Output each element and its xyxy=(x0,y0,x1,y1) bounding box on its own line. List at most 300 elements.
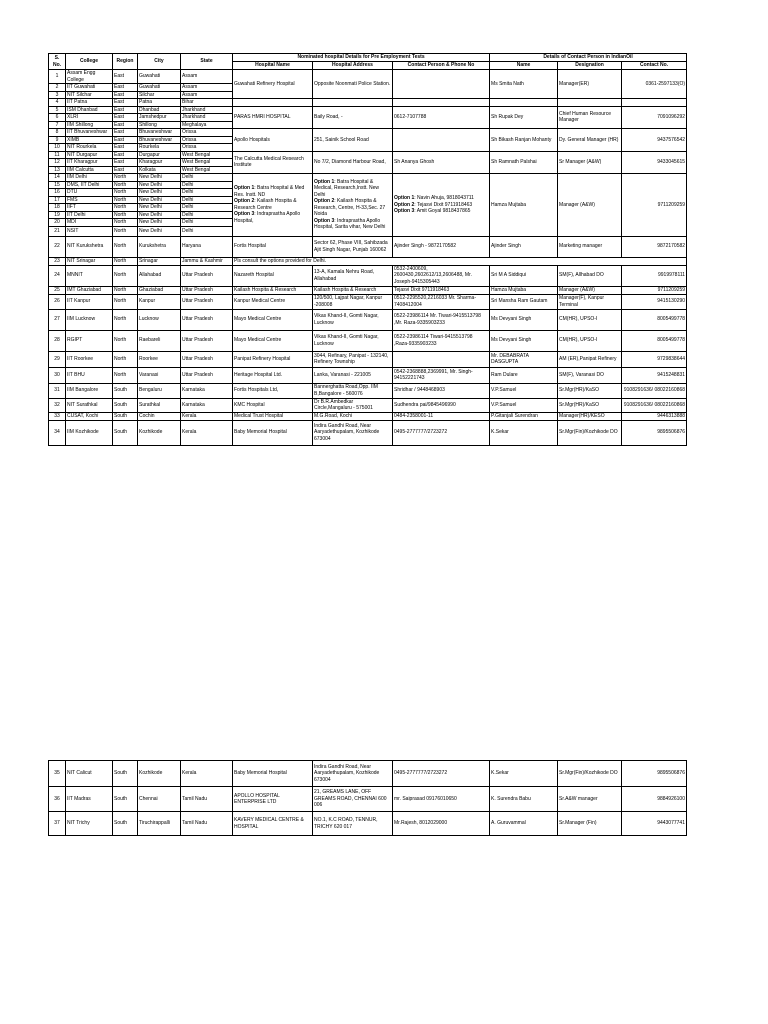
option-text: : Kailash Hospita & Research, Centre, H-33,Sec. 27 Noida xyxy=(314,198,386,218)
cell-hospital-address: Baily Road, - xyxy=(313,106,393,129)
cell-state: West Bengal xyxy=(181,151,233,159)
cell-sno: 36 xyxy=(49,787,66,812)
cell-state: Uttar Pradesh xyxy=(181,309,233,330)
cell-college: NIT Srinagar xyxy=(66,257,113,265)
cell-name: K.Sekar xyxy=(490,420,558,445)
cell-name: Ms Devyani Singh xyxy=(490,309,558,330)
cell-sno: 18 xyxy=(49,204,66,212)
cell-sno: 1 xyxy=(49,70,66,84)
cell-sno: 20 xyxy=(49,219,66,227)
col-hospital-address: Hospital Address xyxy=(313,62,393,70)
cell-contact-phone: 0542-2368888,2369991, Mr. Singh-94152221743 xyxy=(393,367,490,383)
cell-contact-no: 8005499778 xyxy=(622,330,687,351)
cell-city: Kolkata xyxy=(138,166,181,174)
col-group-nominated: Nominated hospital Details for Pre Employment Tests xyxy=(233,54,490,62)
cell-city: New Delhi xyxy=(138,174,181,182)
cell-hospital-address: NO.1, K.C ROAD, TENNUR, TRICHY 620 017 xyxy=(313,812,393,836)
option-text: : Batra Hospital & Med Res. Instt. ND xyxy=(234,185,305,198)
cell-region: North xyxy=(113,286,138,294)
option-label: Option 2 xyxy=(394,201,415,208)
cell-hospital-address: Indira Gandhi Road, Near Aaryadethupalam, Kozhikode 673004 xyxy=(313,420,393,445)
cell-region: South xyxy=(113,787,138,812)
cell-region: East xyxy=(113,136,138,144)
col-city: City xyxy=(138,54,181,70)
cell-region: North xyxy=(113,211,138,219)
cell-state: Delhi xyxy=(181,189,233,197)
cell-name: Ajinder Singh xyxy=(490,236,558,257)
cell-contact-phone xyxy=(393,70,490,99)
cell-contact-phone: 0495-2777777/2723272 xyxy=(393,761,490,787)
cell-state: Kerala xyxy=(181,420,233,445)
cell-name: Ram Dulare xyxy=(490,367,558,383)
cell-contact-no: 9415248831 xyxy=(622,367,687,383)
cell-city: Durgapur xyxy=(138,151,181,159)
cell-sno: 29 xyxy=(49,351,66,367)
cell-contact-no: 0361-2597133(O) xyxy=(622,70,687,99)
cell-sno: 33 xyxy=(49,412,66,420)
cell-hospital-name: Apollo Hospitals xyxy=(233,129,313,152)
option-label: Option 1 xyxy=(394,195,415,201)
table-row xyxy=(49,151,687,159)
cell-contact-no: 9108291636/ 08022160868 xyxy=(622,383,687,398)
option-text: : Kailash Hospita & Research Centre xyxy=(234,198,297,211)
cell-hospital-address xyxy=(313,99,393,107)
cell-hospital-name: Baby Memorial Hospital xyxy=(233,761,313,787)
cell-state: Delhi xyxy=(181,181,233,189)
cell-region: North xyxy=(113,309,138,330)
cell-college: NIT Silchar xyxy=(66,91,113,99)
cell-state: West Bengal xyxy=(181,159,233,167)
cell-state: Delhi xyxy=(181,219,233,227)
cell-sno: 6 xyxy=(49,114,66,122)
cell-college: IIT Kanpur xyxy=(66,294,113,309)
cell-college: IMT Ghaziabad xyxy=(66,286,113,294)
option-label: Option 3 xyxy=(234,211,255,218)
cell-sno: 17 xyxy=(49,196,66,204)
cell-region: East xyxy=(113,159,138,167)
cell-sno: 28 xyxy=(49,330,66,351)
cell-sno: 35 xyxy=(49,761,66,787)
col-state: State xyxy=(181,54,233,70)
cell-contact-phone xyxy=(393,129,490,152)
cell-name: Hamza Mujtaba xyxy=(490,286,558,294)
cell-hospital-address: Bannerghatta Road,Opp. IIM B,Bangalore - 560076 xyxy=(313,383,393,398)
cell-contact-no: 9443077741 xyxy=(622,812,687,836)
cell-hospital-address xyxy=(313,174,393,237)
cell-city: Jamshedpur xyxy=(138,114,181,122)
cell-city: Dhanbad xyxy=(138,106,181,114)
cell-region: North xyxy=(113,294,138,309)
cell-hospital-name xyxy=(233,174,313,237)
cell-college: FMS xyxy=(66,196,113,204)
cell-region: North xyxy=(113,257,138,265)
option-text: : Batra Hospital & Medical, Research,Instt. New Delhi xyxy=(314,178,380,198)
cell-college: IIM Shillong xyxy=(66,121,113,129)
cell-region: North xyxy=(113,196,138,204)
cell-city: Kozhikode xyxy=(138,420,181,445)
cell-state: Orissa xyxy=(181,129,233,137)
cell-state: Assam xyxy=(181,84,233,92)
col-region: Region xyxy=(113,54,138,70)
cell-city: New Delhi xyxy=(138,204,181,212)
cell-hospital-name: APOLLO HOSPITAL ENTERPRISE LTD xyxy=(233,787,313,812)
cell-name: Sri M A Siddiqui xyxy=(490,265,558,286)
cell-name: Sh Ramnath Palshai xyxy=(490,151,558,174)
table-body xyxy=(49,70,687,446)
cell-hospital-name: Guwahati Refinery Hospital xyxy=(233,70,313,99)
cell-college: NSIT xyxy=(66,226,113,236)
col-name: Name xyxy=(490,62,558,70)
cell-city: Kurukshetra xyxy=(138,236,181,257)
cell-region: East xyxy=(113,114,138,122)
cell-contact-no: 9437576542 xyxy=(622,129,687,152)
cell-hospital-name: Mayo Medical Centre xyxy=(233,309,313,330)
cell-region: East xyxy=(113,144,138,152)
cell-hospital-address: Vikas Khand-II, Gomti Nagar, Lucknow xyxy=(313,309,393,330)
cell-hospital-address: Sector 62, Phase VIII, Sahibzada Ajit Singh Nagar, Punjab 160062 xyxy=(313,236,393,257)
table-row xyxy=(49,70,687,84)
cell-state: Tamil Nadu xyxy=(181,812,233,836)
cell-contact-phone: Tejasvi Dixit 9711918463 xyxy=(393,286,490,294)
cell-contact-phone: Ajinder Singh - 9872170582 xyxy=(393,236,490,257)
cell-designation: Manager(F), Kanpur Terminal xyxy=(558,294,622,309)
cell-college: CUSAT, Kochi xyxy=(66,412,113,420)
option-text: : Navin Ahuja, 9818043711 xyxy=(414,195,474,201)
hospital-table-continued xyxy=(48,760,687,836)
cell-city: Guwahati xyxy=(138,84,181,92)
cell-city: Kanpur xyxy=(138,294,181,309)
cell-designation xyxy=(558,99,622,107)
cell-city: Bhuvaneshwar xyxy=(138,129,181,137)
cell-hospital-name: KMC Hospital xyxy=(233,398,313,412)
cell-region: East xyxy=(113,84,138,92)
cell-city: New Delhi xyxy=(138,196,181,204)
cell-college: XIMB xyxy=(66,136,113,144)
cell-region: South xyxy=(113,398,138,412)
cell-contact-phone: 0512-2295520,2216033 Mr. Sharma-7408412004 xyxy=(393,294,490,309)
cell-contact-no: 8005499778 xyxy=(622,309,687,330)
cell-state: Delhi xyxy=(181,196,233,204)
cell-contact-no: 9415130290 xyxy=(622,294,687,309)
cell-college: Assam Engg College xyxy=(66,70,113,84)
cell-college: NIT Durgapur xyxy=(66,151,113,159)
cell-hospital-name: Nazareth Hospital xyxy=(233,265,313,286)
cell-city: Patna xyxy=(138,99,181,107)
cell-region: East xyxy=(113,99,138,107)
option-label: Option 1 xyxy=(234,185,255,192)
cell-hospital-address: Vikas Khand-II, Gomti Nagar, Lucknow xyxy=(313,330,393,351)
cell-hospital-address: Lanka, Varanasi - 221005 xyxy=(313,367,393,383)
table-row xyxy=(49,330,687,351)
cell-hospital-name: Baby Memorial Hospital xyxy=(233,420,313,445)
cell-name: Sri Mansha Ram Gautam xyxy=(490,294,558,309)
cell-sno: 5 xyxy=(49,106,66,114)
cell-hospital-address: 120/500, Lajpat Nagar, Kanpur -208008 xyxy=(313,294,393,309)
cell-designation: SM(F), Varanasi DO xyxy=(558,367,622,383)
cell-college: MDI xyxy=(66,219,113,227)
cell-hospital-address: M.G.Road, Kochi xyxy=(313,412,393,420)
cell-contact-no: 7091096292 xyxy=(622,106,687,129)
cell-designation: Sr.Mgr(HR)/KaSO xyxy=(558,398,622,412)
cell-sno: 16 xyxy=(49,189,66,197)
cell-designation: CM(HR), UPSO-I xyxy=(558,309,622,330)
cell-name: Sh Rupak Dey xyxy=(490,106,558,129)
cell-sno: 25 xyxy=(49,286,66,294)
cell-hospital-address: No 7/2, Diamond Harbour Road, xyxy=(313,151,393,174)
cell-name: Sh Bikash Ranjan Mohanty xyxy=(490,129,558,152)
cell-region: North xyxy=(113,367,138,383)
cell-hospital-name: Fortis Hospitals Ltd, xyxy=(233,383,313,398)
cell-contact-phone: 0532-2400609, 2600430,2602612/13,2606488, Mr. Joseph-9415305443 xyxy=(393,265,490,286)
cell-contact-phone: 0522-23986114 Mr. Tiwari-9415513798 ,Mr. Raza-9335903233 xyxy=(393,309,490,330)
cell-designation: Sr.Mgr(Fin)/Kozhikode DO xyxy=(558,420,622,445)
cell-region: North xyxy=(113,265,138,286)
cell-hospital-address: Indira Gandhi Road, Near Aaryadethupalam, Kozhikode 673004 xyxy=(313,761,393,787)
cell-state: Karnataka xyxy=(181,383,233,398)
cell-city: Srinagar xyxy=(138,257,181,265)
cell-contact-no: 9433045615 xyxy=(622,151,687,174)
cell-city: New Delhi xyxy=(138,226,181,236)
cell-sno: 3 xyxy=(49,91,66,99)
cell-sno: 10 xyxy=(49,144,66,152)
table-row xyxy=(49,420,687,445)
cell-contact-no: 9729838644 xyxy=(622,351,687,367)
cell-designation: Sr.Manager (Fin) xyxy=(558,812,622,836)
cell-sno: 15 xyxy=(49,181,66,189)
cell-college: XLRI xyxy=(66,114,113,122)
cell-contact-phone: 0484-2358001-11 xyxy=(393,412,490,420)
cell-college: DMS, IIT Delhi xyxy=(66,181,113,189)
cell-college: IIT Bhuvaneshwar xyxy=(66,129,113,137)
cell-region: South xyxy=(113,761,138,787)
cell-city: Kozhikode xyxy=(138,761,181,787)
cell-city: Shillong xyxy=(138,121,181,129)
cell-name: A. Guruvammal xyxy=(490,812,558,836)
cell-region: North xyxy=(113,351,138,367)
cell-state: Delhi xyxy=(181,174,233,182)
cell-contact-no: 9884926100 xyxy=(622,787,687,812)
cell-contact-phone: Sh Ananya Ghosh xyxy=(393,151,490,174)
table-row xyxy=(49,383,687,398)
cell-state: Uttar Pradesh xyxy=(181,286,233,294)
cell-region: North xyxy=(113,330,138,351)
cell-city: New Delhi xyxy=(138,189,181,197)
option-label: Option 1 xyxy=(314,178,335,185)
cell-sno: 24 xyxy=(49,265,66,286)
table-row xyxy=(49,761,687,787)
cell-name: Ms Smita Nath xyxy=(490,70,558,99)
col-hospital-name: Hospital Name xyxy=(233,62,313,70)
table-row xyxy=(49,286,687,294)
cell-region: East xyxy=(113,129,138,137)
cell-sno: 4 xyxy=(49,99,66,107)
cell-designation: Chief Human Resource Manager xyxy=(558,106,622,129)
cell-college: RGIPT xyxy=(66,330,113,351)
cell-region: East xyxy=(113,91,138,99)
table-row xyxy=(49,129,687,137)
cell-state: Orissa xyxy=(181,136,233,144)
cell-sno: 12 xyxy=(49,159,66,167)
cell-sno: 2 xyxy=(49,84,66,92)
cell-hospital-address: 251, Sainik School Road xyxy=(313,129,393,152)
cell-city: Tiruchirappalli xyxy=(138,812,181,836)
col-contact-no: Contact No. xyxy=(622,62,687,70)
cell-state: Uttar Pradesh xyxy=(181,330,233,351)
cell-city: Lucknow xyxy=(138,309,181,330)
cell-hospital-name: Kailash Hospita & Research xyxy=(233,286,313,294)
cell-college: IIFT xyxy=(66,204,113,212)
cell-region: East xyxy=(113,121,138,129)
table-row xyxy=(49,412,687,420)
cell-city: Cochin xyxy=(138,412,181,420)
cell-designation: AM (ER),Panipat Refinery xyxy=(558,351,622,367)
cell-hospital-address: Opposite Noonmati Police Station. xyxy=(313,70,393,99)
cell-designation: CM(HR), UPSO-I xyxy=(558,330,622,351)
cell-sno: 27 xyxy=(49,309,66,330)
cell-region: South xyxy=(113,412,138,420)
cell-contact-phone: Sudhendra pai/9845496990 xyxy=(393,398,490,412)
cell-city: Varanasi xyxy=(138,367,181,383)
option-text: : Amit Goyal 9818437865 xyxy=(414,208,471,214)
cell-college: DTU xyxy=(66,189,113,197)
cell-region: East xyxy=(113,70,138,84)
cell-name: Mr. DEBABRATA DASGUPTA xyxy=(490,351,558,367)
cell-college: IIT Roorkee xyxy=(66,351,113,367)
cell-sno: 30 xyxy=(49,367,66,383)
cell-contact-no: 9872170582 xyxy=(622,236,687,257)
cell-hospital-name: Kanpur Medical Centre xyxy=(233,294,313,309)
table-row xyxy=(49,351,687,367)
cell-city: Bengaluru xyxy=(138,383,181,398)
cell-college: IIT Delhi xyxy=(66,211,113,219)
cell-contact-phone: Mr.Rajesh, 8012029000 xyxy=(393,812,490,836)
cell-state: Assam xyxy=(181,91,233,99)
cell-state: Delhi xyxy=(181,204,233,212)
table-row xyxy=(49,812,687,836)
option-text: : Indraprastha Apollo Hospital, Sarita vihar, New Delhi xyxy=(314,217,386,231)
cell-city: Silchar xyxy=(138,91,181,99)
col-group-contact: Details of Contact Person in IndianOil xyxy=(490,54,687,62)
table-row xyxy=(49,236,687,257)
cell-hospital-address: Dr B.R.Ambedkar Circle,Mangaluru - 575001 xyxy=(313,398,393,412)
cell-contact-no: 9108291636/ 08022160868 xyxy=(622,398,687,412)
cell-state: Meghalaya xyxy=(181,121,233,129)
table-row xyxy=(49,106,687,114)
table-row xyxy=(49,398,687,412)
col-designation: Designation xyxy=(558,62,622,70)
cell-name: K.Sekar xyxy=(490,761,558,787)
cell-sno: 8 xyxy=(49,129,66,137)
cell-contact-no: 9446313888 xyxy=(622,412,687,420)
cell-hospital-name: Mayo Medical Centre xyxy=(233,330,313,351)
cell-sno: 22 xyxy=(49,236,66,257)
cell-city: New Delhi xyxy=(138,181,181,189)
cell-hospital-name: Medical Trust Hospital xyxy=(233,412,313,420)
cell-state: Delhi xyxy=(181,226,233,236)
cell-designation: SM(F), Allhabad DO xyxy=(558,265,622,286)
cell-contact-no: 9711209259 xyxy=(622,174,687,237)
cell-city: Ghaziabad xyxy=(138,286,181,294)
table-row xyxy=(49,265,687,286)
option-label: Option 3 xyxy=(314,217,335,224)
cell-state: Jammu & Kashmir xyxy=(181,257,233,265)
table-row xyxy=(49,309,687,330)
cell-sno: 37 xyxy=(49,812,66,836)
cell-name: V.P.Samuel xyxy=(490,398,558,412)
cell-contact-phone xyxy=(393,99,490,107)
cell-contact-no: 9895506876 xyxy=(622,420,687,445)
cell-sno: 21 xyxy=(49,226,66,236)
cell-college: IIM Delhi xyxy=(66,174,113,182)
cell-city: Surathkal xyxy=(138,398,181,412)
cell-sno: 9 xyxy=(49,136,66,144)
cell-city: Chennai xyxy=(138,787,181,812)
cell-city: New Delhi xyxy=(138,211,181,219)
cell-designation: Marketing manager xyxy=(558,236,622,257)
cell-contact-phone: 0612-7107788 xyxy=(393,106,490,129)
cell-sno: 31 xyxy=(49,383,66,398)
cell-name: V.P.Samuel xyxy=(490,383,558,398)
cell-city: New Delhi xyxy=(138,219,181,227)
cell-region: South xyxy=(113,383,138,398)
cell-college: NIT Kurukshetra xyxy=(66,236,113,257)
cell-state: Kerala xyxy=(181,761,233,787)
cell-state: Jharkhand xyxy=(181,114,233,122)
cell-state: Uttar Pradesh xyxy=(181,265,233,286)
cell-hospital-name: Panipat Refinery Hospital xyxy=(233,351,313,367)
cell-contact-phone xyxy=(393,351,490,367)
cell-state: Jharkhand xyxy=(181,106,233,114)
cell-state: Karnataka xyxy=(181,398,233,412)
cell-designation: Manager(ER) xyxy=(558,70,622,99)
cell-college: NIT Trichy xyxy=(66,812,113,836)
cell-state: Kerala xyxy=(181,412,233,420)
cell-contact-no: 9895506876 xyxy=(622,761,687,787)
option-label: Option 2 xyxy=(234,198,255,205)
cell-region: East xyxy=(113,151,138,159)
hospital-table xyxy=(48,53,687,446)
cell-region: North xyxy=(113,204,138,212)
cell-college: ISM Dhanbad xyxy=(66,106,113,114)
cell-college: IIT BHU xyxy=(66,367,113,383)
cell-hospital-address: 13-A, Kamala Nehru Road, Allahabad xyxy=(313,265,393,286)
cell-designation: Sr.Mgr(HR)/KaSO xyxy=(558,383,622,398)
cell-sno: 32 xyxy=(49,398,66,412)
cell-contact-no: 9711209259 xyxy=(622,286,687,294)
cell-sno: 23 xyxy=(49,257,66,265)
cell-contact-phone xyxy=(393,174,490,237)
table-row xyxy=(49,257,687,265)
cell-region: North xyxy=(113,219,138,227)
table-row xyxy=(49,174,687,182)
cell-hospital-name: PARAS HMRI HOSPITAL xyxy=(233,106,313,129)
cell-hospital-name xyxy=(233,99,313,107)
cell-city: Roorkee xyxy=(138,351,181,367)
cell-name: P.Gitanjali Surendran xyxy=(490,412,558,420)
cell-state: Uttar Pradesh xyxy=(181,351,233,367)
table-row xyxy=(49,99,687,107)
cell-contact-phone: mr. Saiprasad 09176010650 xyxy=(393,787,490,812)
table-row xyxy=(49,787,687,812)
cell-college: IIM Lucknow xyxy=(66,309,113,330)
table-row xyxy=(49,367,687,383)
cell-designation: Sr Manager (A&W) xyxy=(558,151,622,174)
cell-hospital-name: Fortis Hospital xyxy=(233,236,313,257)
cell-college: MNNIT xyxy=(66,265,113,286)
cell-college: IIT Madras xyxy=(66,787,113,812)
cell-name: Ms Devyani Singh xyxy=(490,330,558,351)
table-row xyxy=(49,294,687,309)
